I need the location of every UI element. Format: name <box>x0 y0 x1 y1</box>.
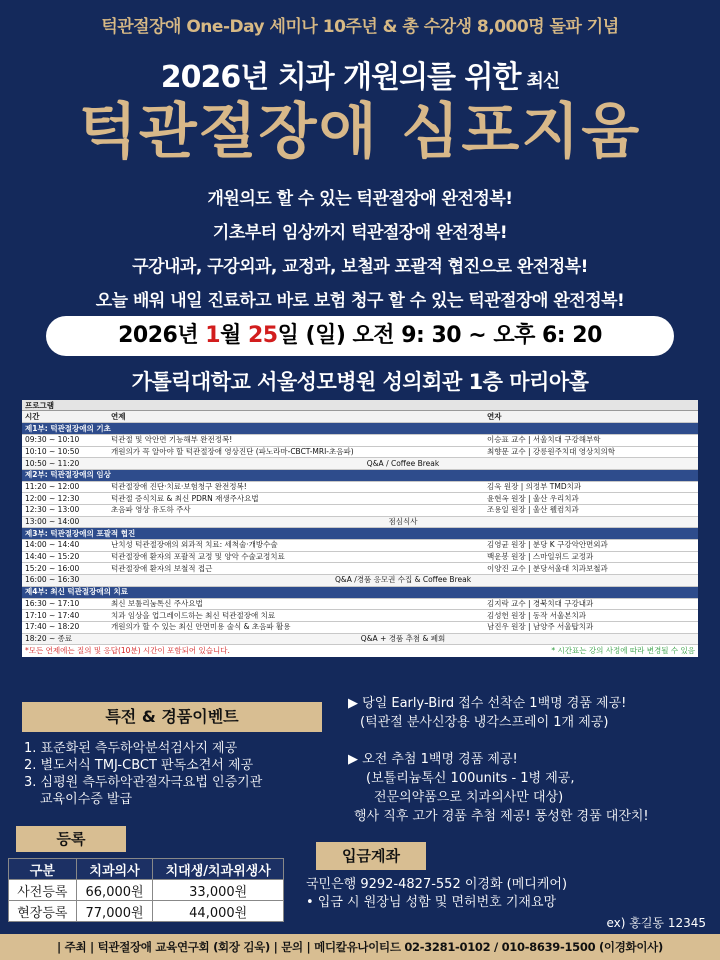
table-row <box>22 446 698 458</box>
program-break-row <box>22 458 698 470</box>
grand-draw: 행사 직후 고가 경품 추첨 제공! 풍성한 경품 대잔치! <box>354 809 649 824</box>
table-row <box>22 621 698 633</box>
session-topic: 개원의가 할 수 있는 최신 안면미용 술식 & 초음파 활용 <box>108 621 484 633</box>
program-break-row <box>22 516 698 528</box>
break-label: Q&A / Coffee Break <box>108 458 698 470</box>
note-qa: *모든 연제에는 질의 및 응답(10분) 시간이 포함되어 있습니다. <box>25 646 230 656</box>
claim-line: 기초부터 임상까지 턱관절장애 완전정복! <box>212 223 508 243</box>
table-row <box>22 540 698 552</box>
table-row <box>22 610 698 622</box>
session-speaker: 김영균 원장 | 분당 K 구강악안면외과 <box>484 540 698 552</box>
table-row <box>22 551 698 563</box>
list-item: 2. 별도서식 TMJ-CBCT 판독소견서 제공 <box>24 758 254 773</box>
session-topic: 턱관절장애 진단·치료·보험청구 완전정복! <box>108 481 484 493</box>
session-speaker: 조용일 원장 | 울산 웰컴치과 <box>484 505 698 517</box>
list-item: 1. 표준화된 측두하악분석검사지 제공 <box>24 741 238 756</box>
session-time: 14:40 ~ 15:20 <box>22 551 108 563</box>
session-speaker: 이승표 교수 | 서울치대 구강해부학 <box>484 434 698 446</box>
payment-badge: 입금계좌 <box>316 842 426 870</box>
session-speaker: 최향문 교수 | 강릉원주치대 영상치의학 <box>484 446 698 458</box>
session-topic: 턱관절 증식치료 & 최신 PDRN 재생주사요법 <box>108 493 484 505</box>
session-topic: 턱관절장애 환자의 보철적 접근 <box>108 563 484 575</box>
table-row <box>22 598 698 610</box>
reg-header: 치과의사 <box>76 859 153 880</box>
list-item: 교육이수증 발급 <box>40 792 133 807</box>
events-list <box>24 740 344 808</box>
session-speaker: 백운봉 원장 | 스마일위드 교정과 <box>484 551 698 563</box>
session-time: 15:20 ~ 16:00 <box>22 563 108 575</box>
program-section-row <box>22 423 698 435</box>
session-topic: 개원의가 꼭 알아야 할 턱관절장애 영상진단 (파노라마-CBCT-MRI-초음파) <box>108 446 484 458</box>
date-part: 2026년 <box>118 323 206 348</box>
program-notes <box>22 645 698 657</box>
registration-table <box>8 858 284 922</box>
session-topic: 초음파 영상 유도하 주사 <box>108 505 484 517</box>
session-time: 10:50 ~ 11:20 <box>22 458 108 470</box>
session-speaker: 김욱 원장 | 의정부 TMD치과 <box>484 481 698 493</box>
morning-draw: ▶ 오전 추첨 1백명 경품 제공! <box>348 752 518 767</box>
headline-main: 2026년 치과 개원의를 위한 <box>160 60 521 95</box>
section-title: 제3부: 턱관절장애의 포괄적 협진 <box>22 528 698 540</box>
reg-header: 치대생/치과위생사 <box>153 859 284 880</box>
table-row <box>22 434 698 446</box>
session-speaker: 남진우 원장 | 남양주 서울탑치과 <box>484 621 698 633</box>
early-bird: ▶ 당일 Early-Bird 접수 선착순 1백명 경품 제공! <box>348 696 627 711</box>
session-time: 17:10 ~ 17:40 <box>22 610 108 622</box>
session-topic: 턱관절장애 환자의 포괄적 교정 및 양악 수술교정치료 <box>108 551 484 563</box>
payment-info <box>306 876 710 912</box>
session-time: 16:00 ~ 16:30 <box>22 575 108 587</box>
registration-badge: 등록 <box>16 826 126 852</box>
program-break-row <box>22 575 698 587</box>
session-topic: 난치성 턱관절장애의 외과적 치료: 세척술·개방수술 <box>108 540 484 552</box>
session-speaker: 김성헌 원장 | 동작 서울본치과 <box>484 610 698 622</box>
reg-cell: 현장등록 <box>9 901 77 922</box>
table-row <box>9 901 284 922</box>
claim-line: 오늘 배워 내일 진료하고 바로 보험 청구 할 수 있는 턱관절장애 완전정복! <box>95 291 625 311</box>
program-title: 프로그램 <box>22 400 698 411</box>
section-title: 제4부: 최신 턱관절장애의 치료 <box>22 586 698 598</box>
table-row <box>22 493 698 505</box>
bank-account: 국민은행 9292-4827-552 이경화 (메디케어) <box>306 877 568 892</box>
note-schedule: * 시간표는 강의 사정에 따라 변경될 수 있음 <box>551 646 695 656</box>
reg-cell: 사전등록 <box>9 880 77 901</box>
seminar-topline: 턱관절장애 One-Day 세미나 10주년 & 총 수강생 8,000명 돌파 기념 <box>101 17 619 37</box>
program-break-row <box>22 633 698 645</box>
reg-cell: 33,000원 <box>153 880 284 901</box>
big-title: 턱관절장애 심포지움 <box>78 97 642 167</box>
session-time: 13:00 ~ 14:00 <box>22 516 108 528</box>
program-table <box>22 400 698 657</box>
date-part: 월 <box>220 323 248 348</box>
date-part: 일 (일) 오전 9: 30 ~ 오후 6: 20 <box>277 323 602 348</box>
table-row <box>22 481 698 493</box>
col-topic: 연제 <box>108 411 484 423</box>
claim-line: 구강내과, 구강외과, 교정과, 보철과 포괄적 협진으로 완전정복! <box>132 257 588 277</box>
col-speaker: 연자 <box>484 411 698 423</box>
date-month: 1 <box>205 323 221 348</box>
date-day: 25 <box>247 323 278 348</box>
reg-cell: 66,000원 <box>76 880 153 901</box>
session-time: 16:30 ~ 17:10 <box>22 598 108 610</box>
session-time: 11:20 ~ 12:00 <box>22 481 108 493</box>
program-section-row <box>22 586 698 598</box>
session-time: 12:30 ~ 13:00 <box>22 505 108 517</box>
events-right <box>348 694 708 826</box>
reg-header: 구분 <box>9 859 77 880</box>
col-time: 시간 <box>22 411 108 423</box>
session-topic: 최신 보툴리눔톡신 주사요법 <box>108 598 484 610</box>
session-time: 18:20 ~ 종료 <box>22 633 108 645</box>
venue: 가톨릭대학교 서울성모병원 성의회관 1층 마리아홀 <box>131 370 589 394</box>
break-label: Q&A + 경품 추첨 & 폐회 <box>108 633 698 645</box>
footer: | 주최 | 턱관절장애 교육연구회 (회장 김욱) | 문의 | 메디칼유나이티드 02-3281-0102 / 010-8639-1500 (이경화이사) <box>0 934 720 960</box>
program-section-row <box>22 469 698 481</box>
session-speaker: 윤현옥 원장 | 울산 우리치과 <box>484 493 698 505</box>
table-row <box>22 505 698 517</box>
morning-draw-detail: 전문의약품으로 치과의사만 대상) <box>374 790 564 805</box>
session-topic: 턱관절 및 악안면 기능해부 완전정복! <box>108 434 484 446</box>
session-time: 09:30 ~ 10:10 <box>22 434 108 446</box>
session-speaker: 김지락 교수 | 경북치대 구강내과 <box>484 598 698 610</box>
session-time: 17:40 ~ 18:20 <box>22 621 108 633</box>
program-header-row <box>22 411 698 423</box>
list-item: 3. 심평원 측두하악관절자극요법 인증기관 <box>24 775 263 790</box>
claim-line: 개원의도 할 수 있는 턱관절장애 완전정복! <box>207 189 513 209</box>
break-label: 점심식사 <box>108 516 698 528</box>
morning-draw-detail: (보톨리늄톡신 100units - 1병 제공, <box>366 771 575 786</box>
table-row <box>22 563 698 575</box>
section-title: 제1부: 턱관절장애의 기초 <box>22 423 698 435</box>
deposit-note: • 입금 시 원장님 성함 및 면허번호 기재요망 <box>306 895 557 910</box>
session-time: 10:10 ~ 10:50 <box>22 446 108 458</box>
session-speaker: 이양진 교수 | 분당서울대 치과보철과 <box>484 563 698 575</box>
table-row <box>9 880 284 901</box>
section-title: 제2부: 턱관절장애의 임상 <box>22 469 698 481</box>
headline-small: 최신 <box>526 71 560 92</box>
date-bar <box>46 316 674 356</box>
events-badge: 특전 & 경품이벤트 <box>22 702 322 732</box>
break-label: Q&A /경품 응모권 수집 & Coffee Break <box>108 575 698 587</box>
session-time: 14:00 ~ 14:40 <box>22 540 108 552</box>
early-bird-detail: (턱관절 분사신장용 냉각스프레이 1개 제공) <box>360 715 609 730</box>
headline <box>0 52 720 96</box>
session-topic: 치과 임상을 업그레이드하는 최신 턱관절장애 치료 <box>108 610 484 622</box>
claims <box>0 182 720 318</box>
reg-cell: 77,000원 <box>76 901 153 922</box>
session-time: 12:00 ~ 12:30 <box>22 493 108 505</box>
table-row <box>9 859 284 880</box>
payment-example: ex) 홍길동 12345 <box>606 916 706 930</box>
reg-cell: 44,000원 <box>153 901 284 922</box>
program-section-row <box>22 528 698 540</box>
